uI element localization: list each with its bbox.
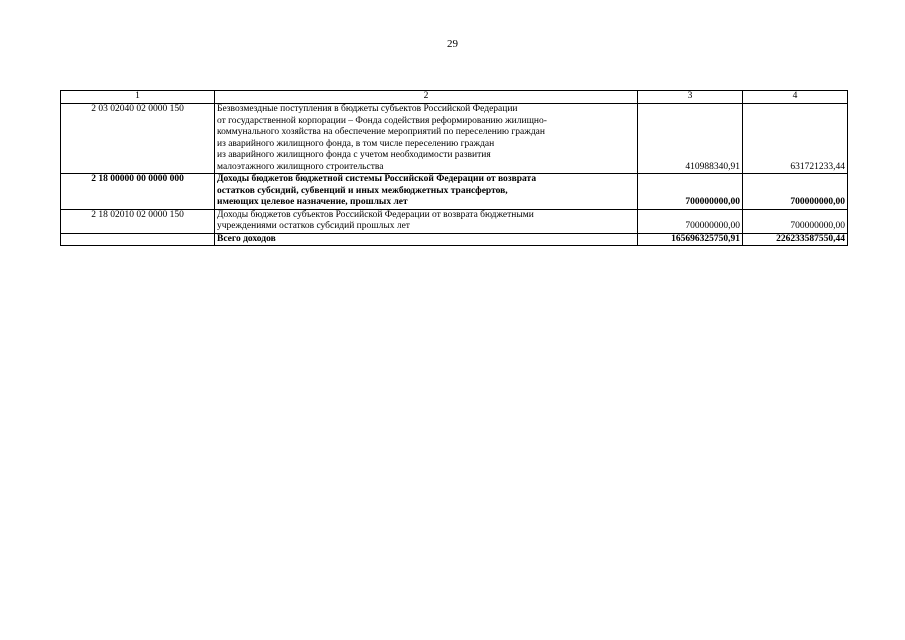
description-line: из аварийного жилищного фонда с учетом необходимости развития bbox=[217, 150, 491, 160]
amount-column-4: 631721233,44 bbox=[743, 104, 848, 174]
budget-code: 2 03 02040 02 0000 150 bbox=[61, 104, 215, 174]
column-header-3: 3 bbox=[638, 91, 743, 104]
description-line: Доходы бюджетов субъектов Российской Федерации от возврата бюджетными bbox=[217, 209, 534, 220]
row-description bbox=[215, 104, 638, 174]
description-line: малоэтажного жилищного строительства bbox=[217, 161, 384, 172]
amount-column-3: 700000000,00 bbox=[638, 174, 743, 210]
amount-column-4: 700000000,00 bbox=[743, 209, 848, 233]
total-label: Всего доходов bbox=[217, 233, 276, 244]
description-line: учреждениями остатков субсидий прошлых лет bbox=[217, 221, 410, 231]
table-row bbox=[61, 104, 848, 174]
total-amount-column-3: 165696325750,91 bbox=[638, 233, 743, 246]
budget-code: 2 18 02010 02 0000 150 bbox=[61, 209, 215, 233]
row-description bbox=[215, 174, 638, 210]
description-line: остатков субсидий, субвенций и иных межбюджетных трансфертов, bbox=[217, 185, 508, 196]
page-number: 29 bbox=[447, 38, 458, 50]
amount-column-3: 700000000,00 bbox=[638, 209, 743, 233]
amount-column-3: 410988340,91 bbox=[638, 104, 743, 174]
table-row bbox=[61, 174, 848, 210]
budget-code: 2 18 00000 00 0000 000 bbox=[61, 174, 215, 210]
budget-code bbox=[61, 233, 215, 246]
total-amount-column-4: 226233587550,44 bbox=[743, 233, 848, 246]
description-line: Доходы бюджетов бюджетной системы Российской Федерации от возврата bbox=[217, 174, 537, 184]
total-row bbox=[61, 233, 848, 246]
row-description bbox=[215, 209, 638, 233]
amount-column-4: 700000000,00 bbox=[743, 174, 848, 210]
column-header-1: 1 bbox=[61, 91, 215, 104]
row-description bbox=[215, 233, 638, 246]
table-header-row bbox=[61, 91, 848, 104]
description-line: от государственной корпорации – Фонда содействия реформированию жилищно- bbox=[217, 115, 547, 126]
table-row bbox=[61, 209, 848, 233]
column-header-2: 2 bbox=[215, 91, 638, 104]
description-line: Безвозмездные поступления в бюджеты субъектов Российской Федерации bbox=[217, 104, 518, 114]
column-header-4: 4 bbox=[743, 91, 848, 104]
description-line: из аварийного жилищного фонда, в том числе переселению граждан bbox=[217, 138, 495, 149]
revenue-table bbox=[60, 90, 848, 246]
description-line: коммунального хозяйства на обеспечение мероприятий по переселению граждан bbox=[217, 127, 545, 137]
description-line: имеющих целевое назначение, прошлых лет bbox=[217, 197, 408, 207]
